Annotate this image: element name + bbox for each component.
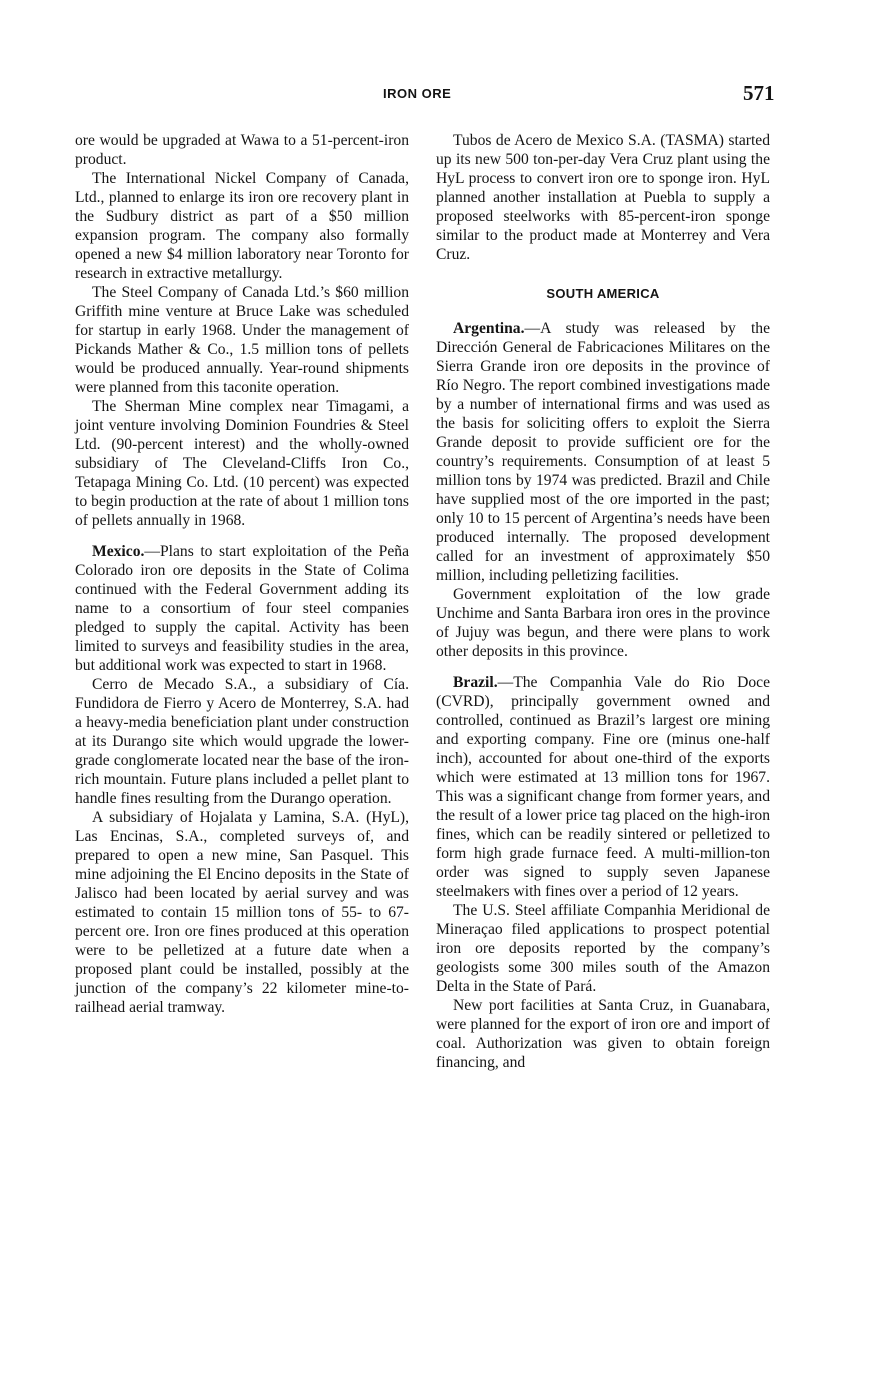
paragraph-hojalata: A subsidiary of Hojalata y Lamina, S.A. (HyL), Las Encinas, S.A., completed surveys of, and prepared to open a new mine, San Pasquel. This mine adjoining the El Encino deposits in the State of Jalisco had been located by aerial survey and was estimated to contain 15 million tons of 55- to 67-percent ore. Iron ore fines produced at this operation were to be pelletized at a future date when a proposed plant could be installed, possibly at the junction of the company’s 22 kilometer mine-to-railhead aerial tramway. [75,809,409,1016]
paragraph-jujuy: Government exploitation of the low grade Unchime and Santa Barbara iron ores in the province of Jujuy was begun, and there were plans to work other deposits in this province. [436,586,770,660]
paragraph-santa-cruz: New port facilities at Santa Cruz, in Guanabara, were planned for the export of iron ore and import of coal. Authorization was given to obtain foreign financing, and [436,997,770,1071]
running-head: IRON ORE [383,86,452,101]
paragraph-cerro-de-mecado: Cerro de Mecado S.A., a subsidiary of Cía. Fundidora de Fierro y Acero de Monterrey, S.A. had a heavy-media beneficiation plant under construction at its Durango site which would upgrade the lower-grade conglomerate located near the base of the iron-rich mountain. Future plans included a pellet plant to handle fines resulting from the Durango operation. [75,676,409,807]
paragraph-us-steel: The U.S. Steel affiliate Companhia Meridional de Mineraçao filed applications to prospect potential iron ore deposits reported by the company’s geologists some 300 miles south of the Amazon Delta in the State of Pará. [436,902,770,995]
run-in-heading-mexico: Mexico. [92,543,145,560]
paragraph-mexico-text: —Plans to start exploitation of the Peña Colorado iron ore deposits in the State of Colima continued with the Federal Government adding its name to a consortium of four steel companies pledged to supply the capital. Activity has been limited to surveys and feasibility studies in the area, but additional work was expected to start in 1968. [75,543,409,674]
run-in-heading-argentina: Argentina. [453,320,525,337]
paragraph-tasma: Tubos de Acero de Mexico S.A. (TASMA) started up its new 500 ton-per-day Vera Cruz plant using the HyL process to convert iron ore to sponge iron. HyL planned another installation at Puebla to supply a proposed steelworks with 85-percent-iron sponge similar to the product made at Monterrey and Vera Cruz. [436,132,770,263]
paragraph-stelco: The Steel Company of Canada Ltd.’s $60 million Griffith mine venture at Bruce Lake was scheduled for startup in early 1968. Under the management of Pickands Mather & Co., 1.5 million tons of pellets would be produced annually. Year-round shipments were planned from this taconite operation. [75,284,409,396]
run-in-heading-brazil: Brazil. [453,674,498,691]
paragraph-brazil [436,673,770,901]
right-column [436,131,770,1072]
paragraph-brazil-text: —The Companhia Vale do Rio Doce (CVRD), principally government owned and controlled, continued as Brazil’s largest ore mining and exporting company. Fine ore (minus one-half inch), accounted for about one-third of the exports which were estimated at 13 million tons for 1967. This was a significant change from former years, and the result of a lower price tag placed on the high-iron fines, which can be readily sintered or pelletized to form high grade furnace feed. A multi-million-ton order was signed to supply seven Japanese steelmakers with fines over a period of 12 years. [436,674,770,900]
paragraph-argentina-text: —A study was released by the Dirección General de Fabricaciones Militares on the Sierra Grande iron ore deposits in the province of Río Negro. The report combined investigations made by a number of international firms and was used as the basis for soliciting offers to exploit the Sierra Grande deposit to provide sufficient ore for the country’s requirements. Consumption of at least 5 million tons by 1974 was predicted. Brazil and Chile have supplied most of the ore imported in the past; only 10 to 15 percent of Argentina’s needs have been produced internally. The proposed development called for an investment of approximately $50 million, including pelletizing facilities. [436,320,770,584]
section-heading-south-america: SOUTH AMERICA [546,286,660,301]
paragraph-sherman-mine: The Sherman Mine complex near Timagami, a joint venture involving Dominion Foundries & Steel Ltd. (90-percent interest) and the wholly-owned subsidiary of The Cleveland-Cliffs Iron Co., Tetapaga Mining Co. Ltd. (10 percent) was expected to begin production at the rate of about 1 million tons of pellets annually in 1968. [75,398,409,529]
paragraph-inco: The International Nickel Company of Canada, Ltd., planned to enlarge its iron ore recovery plant in the Sudbury district as part of a $50 million expansion program. The company also formally opened a new $4 million laboratory near Toronto for research in extractive metallurgy. [75,170,409,282]
left-column [75,131,409,1017]
paragraph-mexico [75,542,409,675]
page-number: 571 [743,81,775,105]
paragraph-argentina [436,319,770,585]
paragraph-wawa: ore would be upgraded at Wawa to a 51-percent-iron product. [75,132,409,168]
